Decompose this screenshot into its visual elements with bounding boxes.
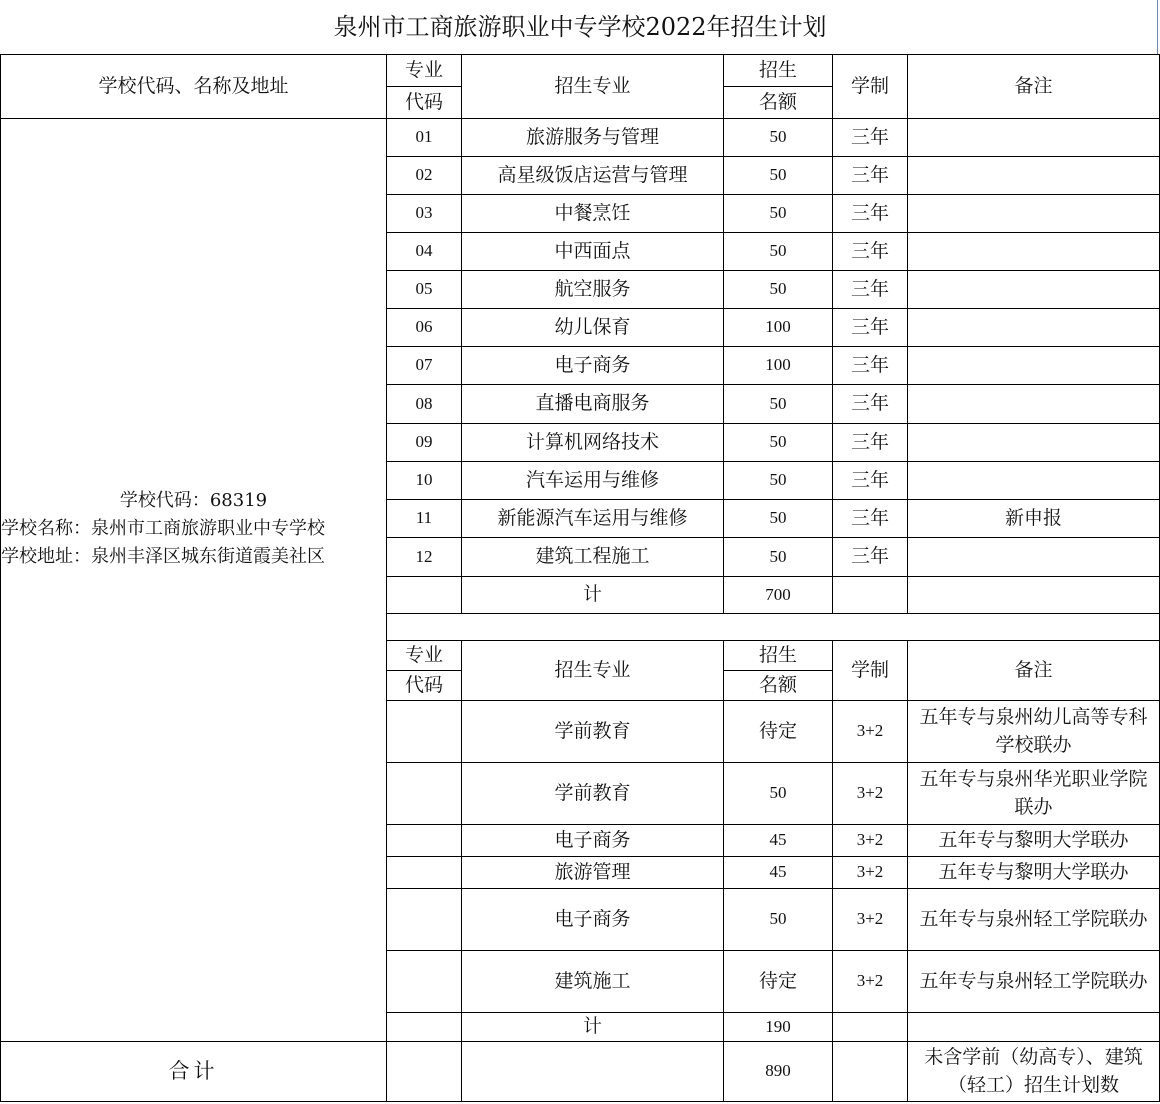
remark-cell: [908, 538, 1160, 577]
remark-cell: [908, 385, 1160, 424]
major-name-cell: 计算机网络技术: [462, 424, 724, 462]
quota-cell: 50: [724, 889, 833, 951]
major-code-cell: 12: [387, 538, 462, 577]
grand-total-empty-cell: [387, 1042, 462, 1102]
remark-cell: 五年专与泉州华光职业学院联办: [908, 763, 1160, 825]
subtotal-empty-cell: [833, 577, 908, 614]
grand-total-label: 合计: [1, 1042, 387, 1102]
subtotal-value: 700: [724, 577, 833, 614]
duration-cell: 3+2: [833, 857, 908, 889]
remark-cell: [908, 157, 1160, 195]
major-name-cell: 旅游管理: [462, 857, 724, 889]
major-code-cell: 07: [387, 347, 462, 385]
major-name-cell: 电子商务: [462, 889, 724, 951]
major-code-cell: [387, 825, 462, 857]
major-name-cell: 中西面点: [462, 233, 724, 271]
duration-cell: 三年: [833, 157, 908, 195]
duration-cell: 三年: [833, 119, 908, 157]
remark-cell: [908, 271, 1160, 309]
major-code-cell: 01: [387, 119, 462, 157]
header-duration-cell: 学制: [833, 55, 908, 119]
table-body: [1, 55, 1160, 1102]
major-name-cell: 高星级饭店运营与管理: [462, 157, 724, 195]
remark-cell: 五年专与泉州幼儿高等专科学校联办: [908, 701, 1160, 763]
major-code-cell: 03: [387, 195, 462, 233]
major-name-cell: 学前教育: [462, 701, 724, 763]
major-name-cell: 建筑工程施工: [462, 538, 724, 577]
duration-cell: 三年: [833, 271, 908, 309]
remark-cell: [908, 233, 1160, 271]
header-quota-line2: 名额: [724, 671, 833, 701]
quota-cell: 50: [724, 271, 833, 309]
duration-cell: 3+2: [833, 951, 908, 1013]
quota-cell: 50: [724, 500, 833, 538]
spacer-cell: [387, 614, 1160, 641]
quota-cell: 待定: [724, 951, 833, 1013]
subtotal-empty-cell: [833, 1013, 908, 1042]
major-code-cell: [387, 951, 462, 1013]
remark-cell: 五年专与泉州轻工学院联办: [908, 889, 1160, 951]
duration-cell: 三年: [833, 309, 908, 347]
quota-cell: 50: [724, 119, 833, 157]
subtotal-label: 计: [462, 577, 724, 614]
remark-cell: 新申报: [908, 500, 1160, 538]
duration-cell: 三年: [833, 347, 908, 385]
subtotal-empty-cell: [387, 1013, 462, 1042]
subtotal-empty-cell: [387, 577, 462, 614]
major-name-cell: 航空服务: [462, 271, 724, 309]
remark-cell: [908, 309, 1160, 347]
subtotal-label: 计: [462, 1013, 724, 1042]
grand-total-row: [1, 1042, 1160, 1102]
major-name-cell: 电子商务: [462, 825, 724, 857]
header-quota-line1: 招生: [724, 55, 833, 87]
header-quota-line1: 招生: [724, 641, 833, 671]
document-title: 泉州市工商旅游职业中专学校2022年招生计划: [333, 13, 827, 41]
major-code-cell: 05: [387, 271, 462, 309]
duration-cell: 3+2: [833, 763, 908, 825]
header-quota-line2: 名额: [724, 87, 833, 119]
header-remark-cell: 备注: [908, 641, 1160, 701]
major-name-cell: 中餐烹饪: [462, 195, 724, 233]
duration-cell: 3+2: [833, 701, 908, 763]
header-duration-cell: 学制: [833, 641, 908, 701]
major-name-cell: 直播电商服务: [462, 385, 724, 424]
quota-cell: 待定: [724, 701, 833, 763]
quota-cell: 50: [724, 195, 833, 233]
remark-cell: [908, 347, 1160, 385]
duration-cell: 三年: [833, 195, 908, 233]
window-edge-line: [1157, 0, 1158, 54]
quota-cell: 100: [724, 347, 833, 385]
duration-cell: 3+2: [833, 825, 908, 857]
grand-total-value: 890: [724, 1042, 833, 1102]
remark-cell: [908, 195, 1160, 233]
subtotal-empty-cell: [908, 1013, 1160, 1042]
remark-cell: 五年专与黎明大学联办: [908, 825, 1160, 857]
major-name-cell: 电子商务: [462, 347, 724, 385]
major-code-cell: 06: [387, 309, 462, 347]
school-info-cell: [1, 119, 387, 1042]
major-code-cell: [387, 889, 462, 951]
quota-cell: 50: [724, 763, 833, 825]
enrollment-plan-table: [0, 54, 1160, 1102]
header-school-cell: 学校代码、名称及地址: [1, 55, 387, 119]
header-major-cell: 招生专业: [462, 641, 724, 701]
major-name-cell: 新能源汽车运用与维修: [462, 500, 724, 538]
quota-cell: 50: [724, 424, 833, 462]
duration-cell: 三年: [833, 233, 908, 271]
major-code-cell: [387, 857, 462, 889]
major-code-cell: 08: [387, 385, 462, 424]
school-code-line: 学校代码：68319: [119, 490, 268, 511]
header-code-line1: 专业: [387, 55, 462, 87]
major-name-cell: 旅游服务与管理: [462, 119, 724, 157]
grand-total-empty-cell: [462, 1042, 724, 1102]
major-code-cell: 09: [387, 424, 462, 462]
remark-cell: [908, 424, 1160, 462]
quota-cell: 50: [724, 538, 833, 577]
header-row: [1, 55, 1160, 87]
remark-cell: 五年专与黎明大学联办: [908, 857, 1160, 889]
major-code-cell: 04: [387, 233, 462, 271]
school-name-line: 学校名称：泉州市工商旅游职业中专学校: [1, 517, 325, 539]
major-code-cell: [387, 763, 462, 825]
quota-cell: 50: [724, 385, 833, 424]
major-name-cell: 建筑施工: [462, 951, 724, 1013]
remark-cell: [908, 119, 1160, 157]
header-code-line2: 代码: [387, 87, 462, 119]
subtotal-value: 190: [724, 1013, 833, 1042]
header-major-cell: 招生专业: [462, 55, 724, 119]
table-row: [1, 119, 1160, 157]
quota-cell: 50: [724, 157, 833, 195]
school-address-line: 学校地址：泉州丰泽区城东街道霞美社区: [1, 545, 325, 567]
grand-total-empty-cell: [833, 1042, 908, 1102]
major-name-cell: 学前教育: [462, 763, 724, 825]
duration-cell: 三年: [833, 500, 908, 538]
remark-cell: 五年专与泉州轻工学院联办: [908, 951, 1160, 1013]
header-remark-cell: 备注: [908, 55, 1160, 119]
quota-cell: 100: [724, 309, 833, 347]
duration-cell: 三年: [833, 385, 908, 424]
quota-cell: 45: [724, 825, 833, 857]
major-code-cell: [387, 701, 462, 763]
duration-cell: 三年: [833, 538, 908, 577]
quota-cell: 50: [724, 233, 833, 271]
remark-cell: [908, 462, 1160, 500]
major-code-cell: 10: [387, 462, 462, 500]
major-name-cell: 汽车运用与维修: [462, 462, 724, 500]
header-code-line1: 专业: [387, 641, 462, 671]
major-code-cell: 02: [387, 157, 462, 195]
quota-cell: 45: [724, 857, 833, 889]
quota-cell: 50: [724, 462, 833, 500]
header-code-line2: 代码: [387, 671, 462, 701]
major-name-cell: 幼儿保育: [462, 309, 724, 347]
duration-cell: 三年: [833, 424, 908, 462]
subtotal-empty-cell: [908, 577, 1160, 614]
grand-total-remark: 未含学前（幼高专）、建筑（轻工）招生计划数: [908, 1042, 1160, 1102]
duration-cell: 3+2: [833, 889, 908, 951]
major-code-cell: 11: [387, 500, 462, 538]
duration-cell: 三年: [833, 462, 908, 500]
